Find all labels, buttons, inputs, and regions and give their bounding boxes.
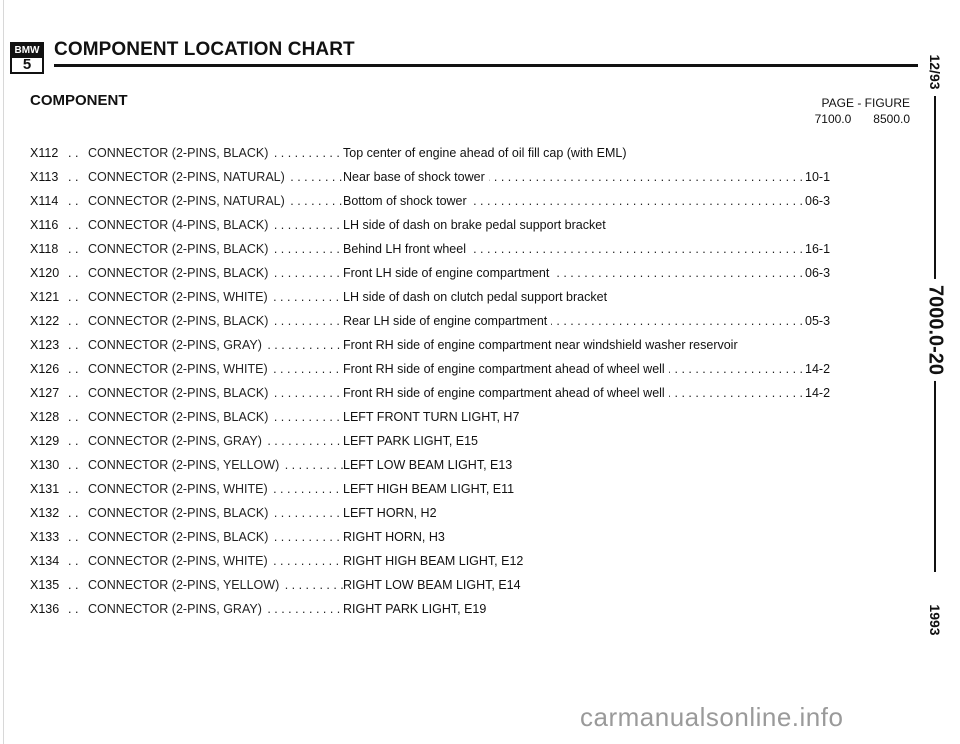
connector-description: CONNECTOR (2-PINS, BLACK) (88, 530, 269, 544)
location-cell (343, 573, 943, 597)
connector-leader (88, 357, 344, 381)
connector-leader (88, 429, 344, 453)
connector-leader (88, 189, 344, 213)
component-code: X120 (30, 266, 60, 280)
table-row (30, 525, 910, 549)
connector-leader (88, 333, 344, 357)
connector-leader (88, 165, 344, 189)
page-figure-reference: 06-3 (805, 194, 831, 208)
component-code: X130 (30, 458, 60, 472)
component-code: X134 (30, 554, 60, 568)
leader-dots: . . (68, 266, 79, 280)
connector-description: CONNECTOR (2-PINS, GRAY) (88, 338, 262, 352)
component-code: X114 (30, 194, 59, 208)
location-cell (343, 477, 943, 501)
page-margin-index (904, 0, 960, 744)
margin-rule (934, 352, 936, 572)
table-row (30, 213, 910, 237)
table-row (30, 453, 910, 477)
connector-description: CONNECTOR (4-PINS, BLACK) (88, 218, 269, 232)
component-code: X131 (30, 482, 60, 496)
connector-leader (88, 309, 344, 333)
table-row (30, 261, 910, 285)
leader-dots: . . (68, 290, 79, 304)
leader-dots: . . (68, 146, 79, 160)
page-figure-reference: 16-1 (805, 242, 831, 256)
component-code: X136 (30, 602, 60, 616)
leader-dots: . . (68, 434, 79, 448)
margin-date: 12/93 (927, 48, 943, 95)
location-description: Near base of shock tower (343, 170, 489, 184)
component-column-header: COMPONENT (30, 92, 128, 109)
component-code: X116 (30, 218, 59, 232)
connector-leader (88, 261, 344, 285)
connector-description: CONNECTOR (2-PINS, NATURAL) (88, 170, 285, 184)
table-row (30, 549, 910, 573)
location-description: LH side of dash on clutch pedal support bracket (343, 290, 611, 304)
table-row (30, 405, 910, 429)
location-description: Behind LH front wheel (343, 242, 470, 256)
component-code: X132 (30, 506, 60, 520)
connector-leader (88, 549, 344, 573)
table-row (30, 189, 910, 213)
page-figure-label: PAGE - FIGURE (821, 96, 910, 110)
location-cell (343, 405, 943, 429)
connector-description: CONNECTOR (2-PINS, BLACK) (88, 410, 269, 424)
component-code: X127 (30, 386, 60, 400)
leader-dots: . . (68, 218, 79, 232)
location-description: Front RH side of engine compartment ahead of wheel well (343, 386, 669, 400)
location-description: Front RH side of engine compartment near windshield washer reservoir (343, 338, 742, 352)
leader-dots: . . (68, 194, 79, 208)
location-cell (343, 213, 943, 237)
margin-rule (934, 96, 936, 308)
connector-leader (88, 141, 344, 165)
leader-dots: . . (68, 362, 79, 376)
component-code: X123 (30, 338, 60, 352)
location-description: LEFT LOW BEAM LIGHT, E13 (343, 458, 516, 472)
page-value: 7100.0 (814, 112, 852, 126)
connector-leader (88, 573, 344, 597)
leader-dots: . . (68, 338, 79, 352)
location-description: Rear LH side of engine compartment (343, 314, 551, 328)
location-description: RIGHT PARK LIGHT, E19 (343, 602, 490, 616)
connector-description: CONNECTOR (2-PINS, WHITE) (88, 482, 268, 496)
component-list (30, 141, 910, 621)
connector-description: CONNECTOR (2-PINS, BLACK) (88, 242, 269, 256)
leader-dots: . . (68, 242, 79, 256)
figure-value: 8500.0 (873, 112, 910, 126)
leader-dots: . . (68, 170, 79, 184)
connector-description: CONNECTOR (2-PINS, GRAY) (88, 602, 262, 616)
title-underline (54, 64, 918, 67)
location-cell (343, 597, 943, 621)
watermark-text: carmanualsonline.info (580, 702, 844, 732)
leader-dots: . . (68, 506, 79, 520)
logo-series: 5 (22, 56, 32, 73)
location-description: Top center of engine ahead of oil fill cap (with EML) (343, 146, 631, 160)
component-code: X122 (30, 314, 60, 328)
location-description: Front LH side of engine compartment (343, 266, 553, 280)
connector-leader (88, 405, 344, 429)
component-code: X126 (30, 362, 60, 376)
component-code: X113 (30, 170, 59, 184)
table-row (30, 165, 910, 189)
connector-description: CONNECTOR (2-PINS, WHITE) (88, 362, 268, 376)
location-description: LEFT PARK LIGHT, E15 (343, 434, 482, 448)
location-cell (343, 333, 943, 357)
location-cell (343, 525, 943, 549)
page-figure-reference: 14-2 (805, 362, 831, 376)
page-figure-reference: 14-2 (805, 386, 831, 400)
leader-dots: . . (68, 458, 79, 472)
leader-dots: . . (68, 482, 79, 496)
leader-dots: . . (68, 314, 79, 328)
location-description: Bottom of shock tower (343, 194, 471, 208)
table-row (30, 381, 910, 405)
table-row (30, 501, 910, 525)
connector-description: CONNECTOR (2-PINS, BLACK) (88, 314, 269, 328)
table-row (30, 429, 910, 453)
connector-leader (88, 453, 344, 477)
table-row (30, 573, 910, 597)
leader-dots: . . (68, 530, 79, 544)
component-code: X121 (30, 290, 60, 304)
location-description: RIGHT LOW BEAM LIGHT, E14 (343, 578, 525, 592)
connector-description: CONNECTOR (2-PINS, NATURAL) (88, 194, 285, 208)
location-description: RIGHT HIGH BEAM LIGHT, E12 (343, 554, 527, 568)
connector-description: CONNECTOR (2-PINS, BLACK) (88, 266, 269, 280)
component-code: X118 (30, 242, 59, 256)
table-row (30, 309, 910, 333)
bmw-5-series-logo (10, 42, 44, 74)
connector-leader (88, 237, 344, 261)
leader-dots: . . (68, 386, 79, 400)
page-figure-header (800, 95, 910, 127)
location-cell (343, 285, 943, 309)
location-description: RIGHT HORN, H3 (343, 530, 449, 544)
leader-dots: . . (68, 410, 79, 424)
location-description: Front RH side of engine compartment ahead of wheel well (343, 362, 669, 376)
connector-description: CONNECTOR (2-PINS, WHITE) (88, 290, 268, 304)
leader-dots: . . (68, 578, 79, 592)
connector-description: CONNECTOR (2-PINS, YELLOW) (88, 578, 280, 592)
location-cell (343, 453, 943, 477)
location-cell (343, 501, 943, 525)
location-description: LEFT HIGH BEAM LIGHT, E11 (343, 482, 518, 496)
page-figure-reference: 05-3 (805, 314, 831, 328)
page-title: COMPONENT LOCATION CHART (54, 39, 355, 60)
leader-dots: . . (68, 554, 79, 568)
location-cell (343, 141, 943, 165)
table-row (30, 357, 910, 381)
page-figure-reference: 06-3 (805, 266, 831, 280)
table-row (30, 237, 910, 261)
component-code: X129 (30, 434, 60, 448)
location-description: LEFT FRONT TURN LIGHT, H7 (343, 410, 523, 424)
connector-leader (88, 477, 344, 501)
margin-year: 1993 (927, 598, 943, 641)
connector-leader (88, 285, 344, 309)
table-row (30, 597, 910, 621)
location-description: LEFT HORN, H2 (343, 506, 441, 520)
page-figure-reference: 10-1 (805, 170, 831, 184)
connector-description: CONNECTOR (2-PINS, BLACK) (88, 386, 269, 400)
component-code: X112 (30, 146, 59, 160)
margin-section-number: 7000.0-20 (924, 279, 947, 381)
location-cell (343, 549, 943, 573)
leader-dots: . . (68, 602, 79, 616)
connector-description: CONNECTOR (2-PINS, BLACK) (88, 146, 269, 160)
component-code: X128 (30, 410, 60, 424)
page-edge-line (3, 0, 4, 744)
connector-leader (88, 597, 344, 621)
connector-description: CONNECTOR (2-PINS, GRAY) (88, 434, 262, 448)
location-cell (343, 429, 943, 453)
logo-brand: BMW (12, 44, 42, 58)
page-header (10, 34, 918, 78)
table-row (30, 477, 910, 501)
table-row (30, 285, 910, 309)
connector-description: CONNECTOR (2-PINS, WHITE) (88, 554, 268, 568)
connector-description: CONNECTOR (2-PINS, BLACK) (88, 506, 269, 520)
connector-leader (88, 501, 344, 525)
connector-leader (88, 213, 344, 237)
component-code: X133 (30, 530, 60, 544)
component-code: X135 (30, 578, 60, 592)
connector-leader (88, 381, 344, 405)
connector-description: CONNECTOR (2-PINS, YELLOW) (88, 458, 280, 472)
table-row (30, 141, 910, 165)
table-row (30, 333, 910, 357)
connector-leader (88, 525, 344, 549)
location-description: LH side of dash on brake pedal support bracket (343, 218, 610, 232)
